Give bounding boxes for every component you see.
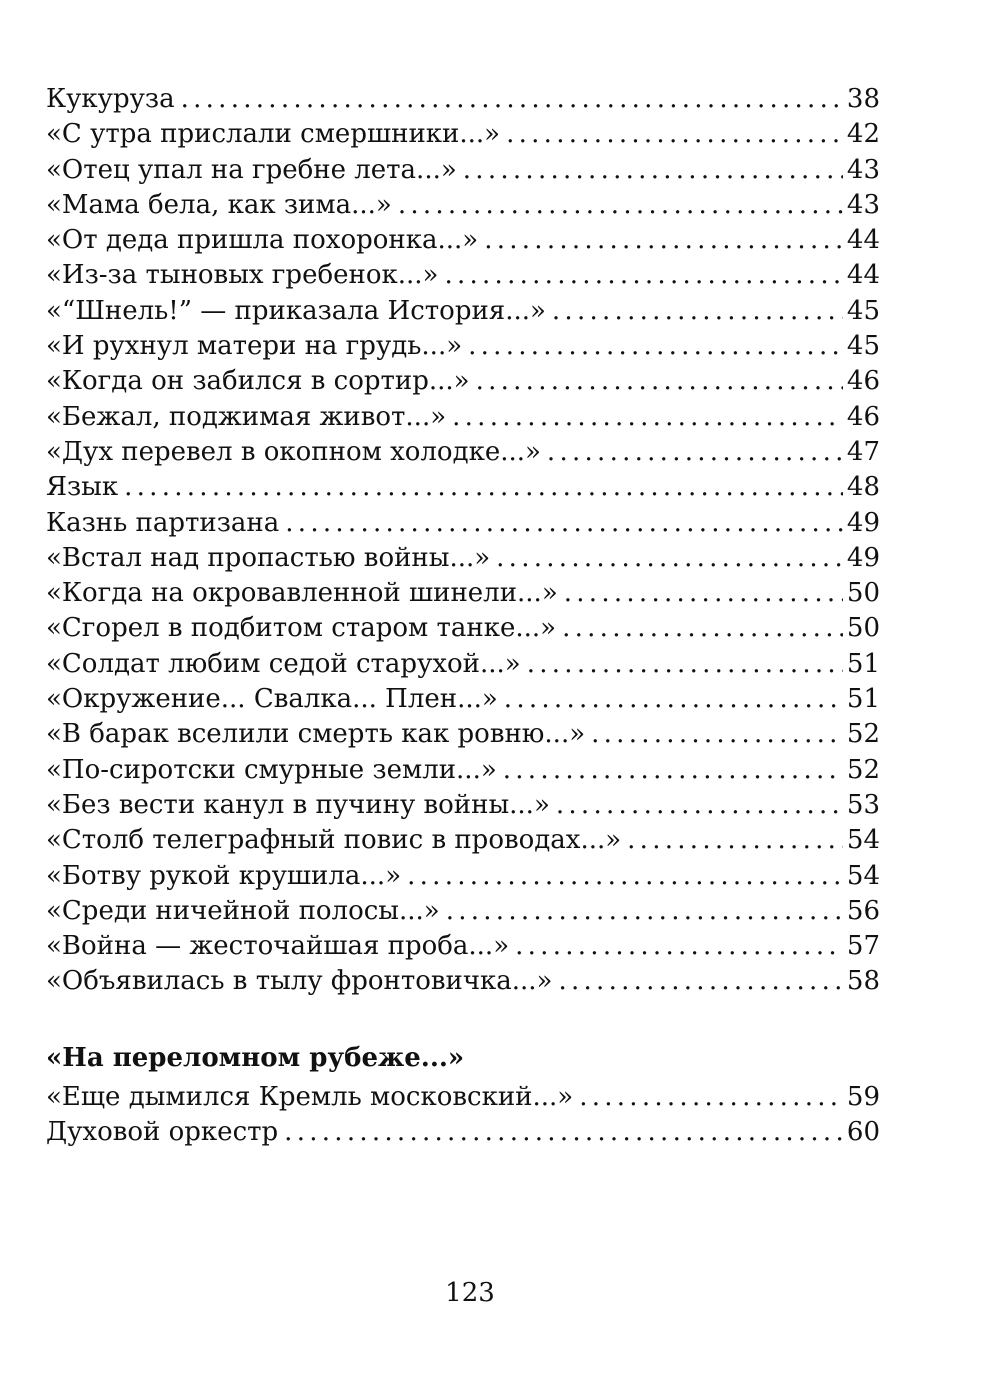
toc-entry-title: «В барак вселили смерть как ровню...»: [46, 719, 586, 750]
page-number: 123: [445, 1278, 495, 1308]
toc-entry-page: 44: [846, 225, 880, 256]
toc-entry-page: 44: [846, 260, 880, 291]
dot-leader: [504, 682, 843, 717]
toc-entry-page: 54: [846, 860, 880, 891]
toc-list-section: [46, 1080, 880, 1151]
dot-leader: [627, 823, 843, 858]
toc-entry-page: 54: [846, 825, 880, 856]
toc-entry: [46, 506, 880, 541]
toc-entry-title: Духовой оркестр: [46, 1117, 279, 1148]
toc-entry: [46, 400, 880, 435]
dot-leader: [407, 859, 843, 894]
toc-entry-title: «Из-за тыновых гребенок...»: [46, 260, 439, 291]
toc-entry-page: 51: [846, 684, 880, 715]
toc-entry-page: 50: [846, 613, 880, 644]
toc-entry-page: 43: [846, 154, 880, 185]
toc-entry-page: 59: [846, 1081, 880, 1112]
dot-leader: [398, 188, 843, 223]
dot-leader: [591, 717, 843, 752]
dot-leader: [484, 223, 843, 258]
toc-entry-title: «“Шнель!” — приказала История...»: [46, 295, 546, 326]
dot-leader: [446, 894, 843, 929]
toc-entry-page: 49: [846, 507, 880, 538]
toc-entry-title: «Бежал, поджимая живот...»: [46, 401, 447, 432]
toc-entry: [46, 435, 880, 470]
toc-entry: [46, 82, 880, 117]
toc-entry-page: 48: [846, 472, 880, 503]
toc-entry: [46, 717, 880, 752]
toc-entry: [46, 753, 880, 788]
dot-leader: [527, 647, 843, 682]
toc-entry-title: «Война — жесточайшая проба...»: [46, 931, 510, 962]
toc-entry: [46, 894, 880, 929]
dot-leader: [562, 611, 843, 646]
toc-entry-title: «Дух перевел в окопном холодке...»: [46, 436, 541, 467]
dot-leader: [468, 329, 843, 364]
toc-entry-page: 47: [846, 436, 880, 467]
toc-entry-page: 57: [846, 931, 880, 962]
toc-entry: [46, 470, 880, 505]
toc-entry-page: 50: [846, 578, 880, 609]
toc-entry-page: 45: [846, 295, 880, 326]
toc-entry: [46, 964, 880, 999]
toc-entry-page: 58: [846, 966, 880, 997]
toc-entry-title: «Мама бела, как зима...»: [46, 189, 392, 220]
toc-entry: [46, 258, 880, 293]
dot-leader: [284, 1115, 843, 1150]
toc-entry: [46, 294, 880, 329]
dot-leader: [556, 788, 843, 823]
toc-entry-page: 43: [846, 189, 880, 220]
dot-leader: [506, 117, 843, 152]
toc-entry-page: 46: [846, 366, 880, 397]
toc-entry-title: «Встал над пропастью войны...»: [46, 542, 491, 573]
dot-leader: [463, 153, 843, 188]
dot-leader: [285, 506, 843, 541]
dot-leader: [476, 364, 843, 399]
toc-entry-page: 52: [846, 719, 880, 750]
toc-entry-title: «Без вести канул в пучину войны...»: [46, 789, 550, 820]
dot-leader: [124, 470, 843, 505]
toc-entry-title: «Ботву рукой крушила...»: [46, 860, 402, 891]
dot-leader: [515, 929, 843, 964]
toc-entry: [46, 611, 880, 646]
toc-entry: [46, 329, 880, 364]
dot-leader: [181, 82, 843, 117]
dot-leader: [547, 435, 843, 470]
toc-entry-title: «От деда пришла похоронка...»: [46, 225, 479, 256]
toc-entry-title: «Объявилась в тылу фронтовичка...»: [46, 966, 553, 997]
toc-entry: [46, 576, 880, 611]
toc-entry-title: «Когда он забился в сортир...»: [46, 366, 470, 397]
toc-entry-title: «Солдат любим седой старухой...»: [46, 648, 521, 679]
dot-leader: [552, 294, 843, 329]
toc-entry-page: 38: [846, 84, 880, 114]
toc-entry-page: 56: [846, 895, 880, 926]
toc-entry: [46, 153, 880, 188]
toc-entry: [46, 788, 880, 823]
toc-entry-page: 51: [846, 648, 880, 679]
toc-entry-title: «Столб телеграфный повис в проводах...»: [46, 825, 622, 856]
toc-entry-title: «Еще дымился Кремль московский...»: [46, 1081, 574, 1112]
toc-entry-page: 49: [846, 542, 880, 573]
toc-entry: [46, 823, 880, 858]
toc-entry: [46, 188, 880, 223]
toc-entry: [46, 223, 880, 258]
toc-entry: [46, 647, 880, 682]
toc-entry: [46, 929, 880, 964]
dot-leader: [452, 400, 843, 435]
toc-entry-page: 42: [846, 119, 880, 150]
toc-entry-title: «Отец упал на гребне лета...»: [46, 154, 457, 185]
dot-leader: [564, 576, 843, 611]
dot-leader: [496, 541, 843, 576]
toc-entry: [46, 1115, 880, 1150]
toc-entry-page: 46: [846, 401, 880, 432]
toc-entry: [46, 1080, 880, 1115]
dot-leader: [558, 964, 842, 999]
toc-list-main: [46, 82, 880, 1000]
toc-entry: [46, 364, 880, 399]
dot-leader: [503, 753, 843, 788]
toc-entry-title: «Окружение... Свалка... Плен...»: [46, 684, 498, 715]
toc-entry-title: Язык: [46, 472, 119, 503]
toc-entry: [46, 117, 880, 152]
toc-entry-page: 60: [846, 1117, 880, 1148]
table-of-contents: [46, 82, 880, 1150]
dot-leader: [579, 1080, 843, 1115]
toc-entry: [46, 859, 880, 894]
toc-entry-title: Казнь партизана: [46, 507, 280, 538]
toc-entry-title: «Среди ничейной полосы...»: [46, 895, 440, 926]
toc-entry: [46, 682, 880, 717]
toc-entry-title: Кукуруза: [46, 84, 175, 114]
toc-entry-title: «И рухнул матери на грудь...»: [46, 331, 463, 362]
toc-entry-page: 45: [846, 331, 880, 362]
toc-entry-page: 52: [846, 754, 880, 785]
toc-entry-title: «Когда на окровавленной шинели...»: [46, 578, 558, 609]
toc-entry-title: «С утра прислали смершники...»: [46, 119, 501, 150]
toc-entry-page: 53: [846, 789, 880, 820]
section-heading: «На переломном рубеже...»: [46, 1042, 465, 1073]
toc-entry-title: «По-сиротски смурные земли...»: [46, 754, 497, 785]
toc-entry-title: «Сгорел в подбитом старом танке...»: [46, 613, 557, 644]
toc-entry: [46, 541, 880, 576]
dot-leader: [444, 258, 842, 293]
